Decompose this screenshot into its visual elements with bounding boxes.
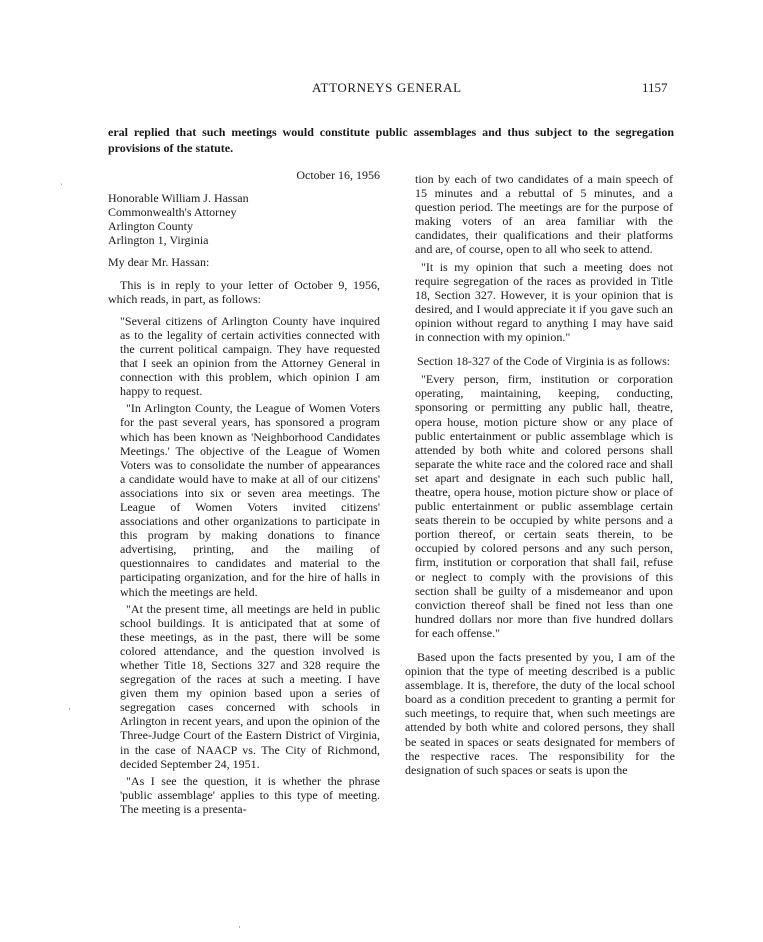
conclusion-paragraph: Based upon the facts presented by you, I am of the opinion that the type of meeting described is a public assemblage. It is, therefore, the duty of the local school board as a condition precedent to granting a permit for such meetings, to require that, when such meetings are attended by both white and colored persons, they shall be seated in spaces or seats designated for members of the respective races. The responsibility for the designation of such spaces or seats is upon the: [405, 650, 675, 777]
address-line: Arlington County: [108, 219, 194, 234]
quoted-paragraph: "Several citizens of Arlington County have inquired as to the legality of certain activities connected with the current political campaign. They have requested that I seek an opinion from the Attorney General in connection with this problem, which opinion I am happy to request.: [120, 313, 380, 399]
quoted-letter-continued: [405, 172, 675, 344]
left-column: [108, 168, 380, 819]
code-intro: Section 18-327 of the Code of Virginia is as follows:: [417, 354, 671, 369]
scan-speck: ˈ: [60, 182, 63, 192]
scan-speck: ·: [238, 922, 241, 932]
intro-paragraph: eral replied that such meetings would constitute public assemblages and thus subject to the segregation provisions of the statute.: [108, 125, 674, 155]
code-quote: [405, 372, 675, 640]
right-column: [405, 168, 675, 777]
quoted-paragraph: "It is my opinion that such a meeting does not require segregation of the races as provided in Title 18, Section 327. However, it is your opinion that is desired, and I would appreciate it if you gave such an opinion without regard to anything I may have said in connection with my opinion.": [415, 259, 673, 345]
letter-date: October 16, 1956: [296, 168, 380, 182]
code-quote-text: "Every person, firm, institution or corporation operating, maintaining, keeping, conducting, sponsoring or permitting any public hall, theatre, opera house, motion picture show or any place of public entertainment or public assemblage which is attended by both white and colored persons shall separate the white race and the colored race and shall set apart and designate in each such public hall, theatre, opera house, motion picture show or place of public entertainment or public assemblage certain seats therein to be occupied by white persons and a portion thereof, or certain seats therein, to be occupied by colored persons and any such person, firm, institution or corporation that shall fail, refuse or neglect to comply with the provisions of this section shall be guilty of a misdemeanor and upon conviction thereof shall be fined not less than one hundred dollars nor more than five hundred dollars for each offense.": [415, 372, 673, 640]
quoted-paragraph: "As I see the question, it is whether the phrase 'public assemblage' applies to this type of meeting. The meeting is a presenta-: [120, 773, 380, 816]
running-header: ATTORNEYS GENERAL: [312, 80, 462, 95]
address-line: Honorable William J. Hassan: [108, 191, 249, 206]
address-line: Arlington 1, Virginia: [108, 233, 209, 248]
address-block: [108, 191, 380, 247]
scan-speck: ·: [68, 704, 71, 714]
salutation: My dear Mr. Hassan:: [108, 255, 210, 270]
address-line: Commonwealth's Attorney: [108, 205, 237, 220]
page-number: 1157: [642, 80, 668, 95]
quoted-paragraph: "At the present time, all meetings are held in public school buildings. It is anticipated that at some of these meetings, as in the past, there will be some colored attendance, and the question involved is whether Title 18, Sections 327 and 328 require the segregation of the races at such a meeting. I have given them my opinion based upon a series of segregation cases concerned with schools in Arlington in recent years, and upon the opinion of the Three-Judge Court of the Eastern District of Virginia, in the case of NAACP vs. The City of Richmond, decided September 24, 1951.: [120, 601, 380, 771]
quoted-letter: [108, 314, 380, 816]
quoted-paragraph: tion by each of two candidates of a main speech of 15 minutes and a rebuttal of 5 minutes, and a question period. The meetings are for the purpose of making voters of an area familiar with the candidates, their qualifications and their platforms and are, of course, open to all who seek to attend.: [415, 172, 673, 257]
quoted-paragraph: "In Arlington County, the League of Women Voters for the past several years, has sponsored a program which has been known as 'Neighborhood Candidates Meetings.' The objective of the League of Women Voters was to consolidate the number of appearances a candidate would have to make at all of our citizens' associations into six or seven area meetings. The League of Women Voters invited citizens' associations and other organizations to participate in this program by making donations to finance advertising, printing, and the mailing of questionnaires to candidates and material to the participating organization, and for the hire of halls in which the meetings are held.: [120, 401, 380, 599]
opening-paragraph: This is in reply to your letter of October 9, 1956, which reads, in part, as follows:: [108, 277, 380, 306]
